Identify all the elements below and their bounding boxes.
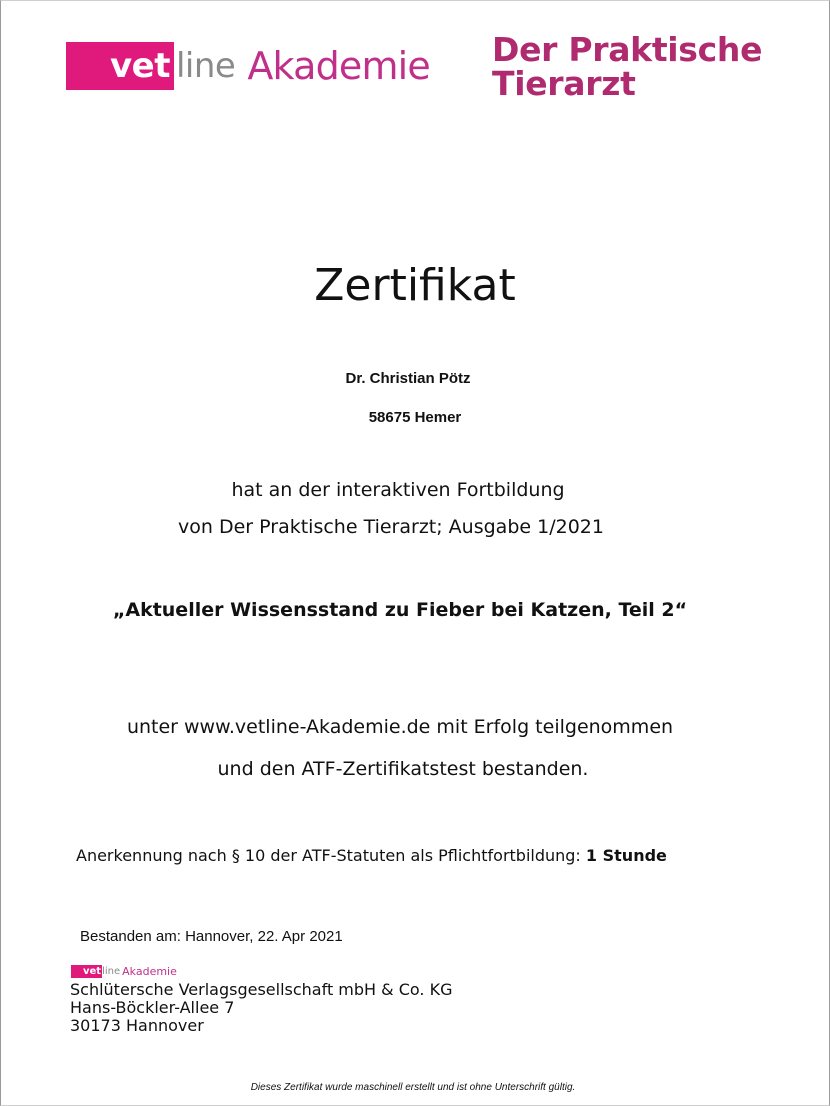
statement-line-3: unter www.vetline-Akademie.de mit Erfolg teilgenommen	[126, 716, 674, 738]
address-line-street: Hans-Böckler-Allee 7	[70, 998, 235, 1017]
statement-line-1: hat an der interaktiven Fortbildung	[231, 479, 565, 501]
small-logo-akademie-text: Akademie	[122, 965, 177, 978]
address-line-city: 30173 Hannover	[70, 1016, 204, 1035]
logo-line-text: line	[175, 46, 236, 86]
vetline-akademie-small-logo	[71, 965, 177, 978]
statement-line-2: von Der Praktische Tierarzt; Ausgabe 1/2021	[178, 516, 604, 538]
small-logo-vet-text: vet	[71, 965, 102, 978]
dpt-logo-line1: Der Praktische	[492, 30, 763, 69]
recognition-text: Anerkennung nach § 10 der ATF-Statuten als Pflichtfortbildung:	[76, 846, 581, 865]
recipient-city: 58675 Hemer	[368, 409, 462, 426]
publisher-address	[70, 981, 452, 1035]
small-logo-line-text: line	[102, 966, 121, 977]
disclaimer: Dieses Zertifikat wurde maschinell erstellt und ist ohne Unterschrift gültig.	[250, 1082, 576, 1093]
der-praktische-tierarzt-logo	[492, 30, 763, 103]
statement-line-4: und den ATF-Zertifikatstest bestanden.	[217, 758, 589, 780]
logo-akademie-text: Akademie	[247, 44, 431, 88]
dpt-logo-line2: Tierarzt	[492, 64, 636, 103]
recipient-name: Dr. Christian Pötz	[345, 370, 471, 387]
certificate-title: Zertifikat	[314, 260, 516, 311]
course-title: „Aktueller Wissensstand zu Fieber bei Katzen, Teil 2“	[112, 599, 688, 621]
recognition-statement	[76, 846, 667, 865]
vetline-akademie-logo	[66, 42, 430, 90]
address-line-company: Schlütersche Verlagsgesellschaft mbH & Co. KG	[70, 980, 453, 999]
recognition-hours: 1 Stunde	[585, 846, 667, 865]
logo-vet-text: vet	[66, 42, 174, 90]
passed-date: Bestanden am: Hannover, 22. Apr 2021	[80, 928, 343, 945]
